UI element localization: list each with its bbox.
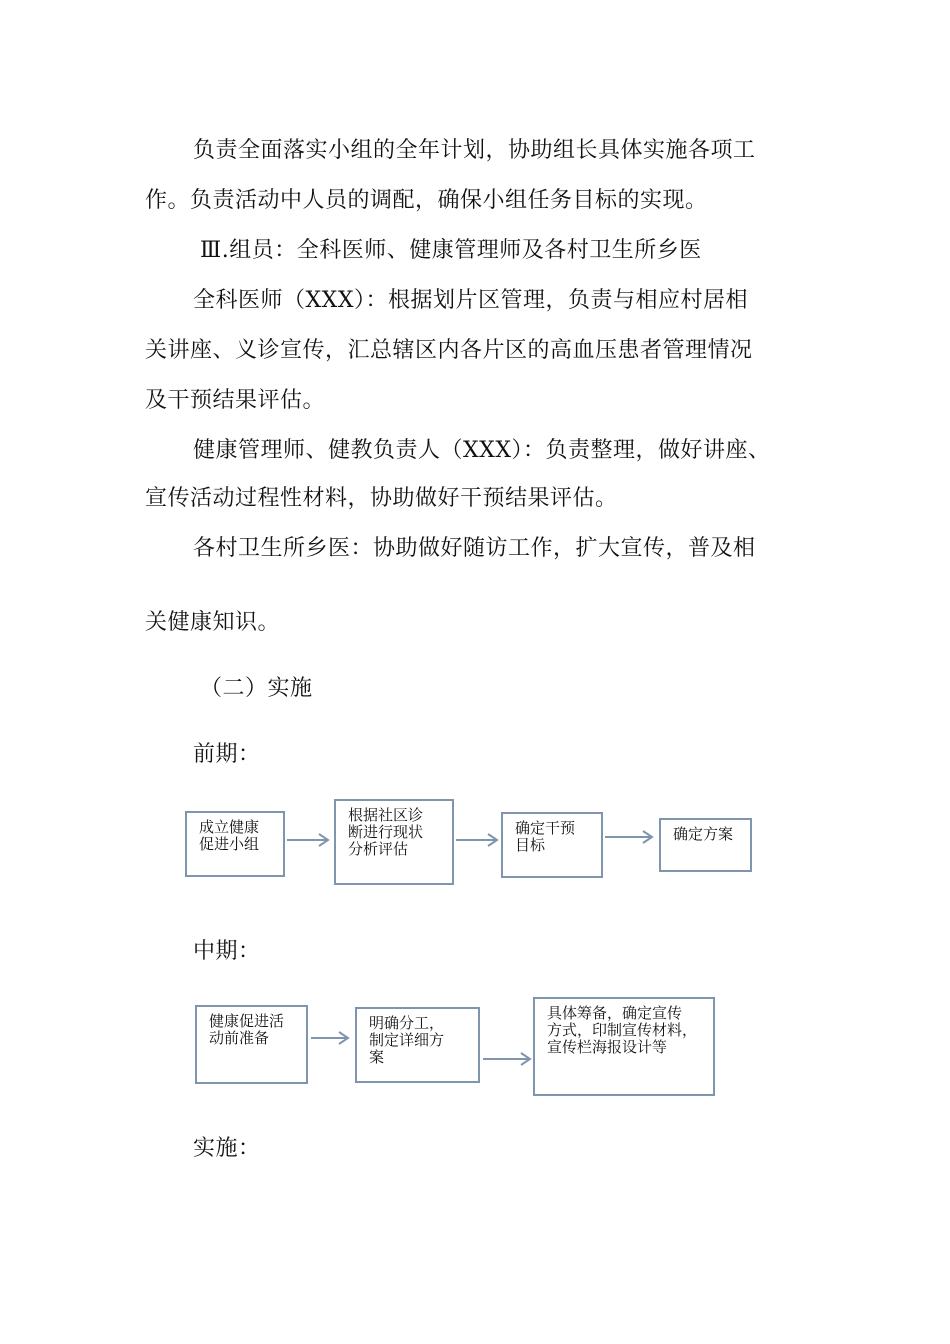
paragraph-line: 各村卫生所乡医：协助做好随访工作，扩大宣传，普及相 bbox=[193, 536, 756, 561]
implementation-label: 实施： bbox=[193, 1136, 261, 1161]
flow-box-assign-tasks: 明确分工， 制定详细方 案 bbox=[355, 1007, 480, 1083]
members-title: Ⅲ.组员：全科医师、健康管理师及各村卫生所乡医 bbox=[200, 238, 702, 263]
flow-box-community-diagnosis: 根据社区诊 断进行现状 分析评估 bbox=[334, 799, 454, 885]
early-phase-label: 前期： bbox=[193, 742, 261, 767]
paragraph-line: 及干预结果评估。 bbox=[145, 388, 326, 413]
arrow-right-icon bbox=[456, 833, 500, 847]
flow-box-establish-group: 成立健康 促进小组 bbox=[185, 811, 285, 877]
flow-box-specific-preparation: 具体筹备，确定宣传 方式，印制宣传材料， 宣传栏海报设计等 bbox=[533, 997, 715, 1096]
paragraph-line: 健康管理师、健教负责人（XXX）：负责整理，做好讲座、 bbox=[193, 438, 771, 463]
flow-box-intervention-goal: 确定干预 目标 bbox=[501, 812, 603, 878]
flow-box-preparation: 健康促进活 动前准备 bbox=[195, 1005, 308, 1084]
arrow-right-icon bbox=[605, 830, 655, 844]
paragraph-line: 关讲座、义诊宣传，汇总辖区内各片区的高血压患者管理情况 bbox=[145, 338, 753, 363]
paragraph-line: 关健康知识。 bbox=[145, 610, 281, 635]
flow-box-determine-plan: 确定方案 bbox=[659, 818, 752, 872]
mid-phase-label: 中期： bbox=[193, 939, 261, 964]
section-title: （二）实施 bbox=[200, 676, 313, 701]
arrow-right-icon bbox=[483, 1052, 533, 1066]
arrow-right-icon bbox=[311, 1031, 351, 1045]
paragraph-line: 宣传活动过程性材料，协助做好干预结果评估。 bbox=[145, 486, 618, 511]
paragraph-line: 作。负责活动中人员的调配，确保小组任务目标的实现。 bbox=[145, 188, 708, 213]
arrow-right-icon bbox=[287, 833, 331, 847]
paragraph-line: 全科医师（XXX）：根据划片区管理，负责与相应村居相 bbox=[193, 288, 748, 313]
paragraph-line: 负责全面落实小组的全年计划，协助组长具体实施各项工 bbox=[193, 138, 756, 163]
